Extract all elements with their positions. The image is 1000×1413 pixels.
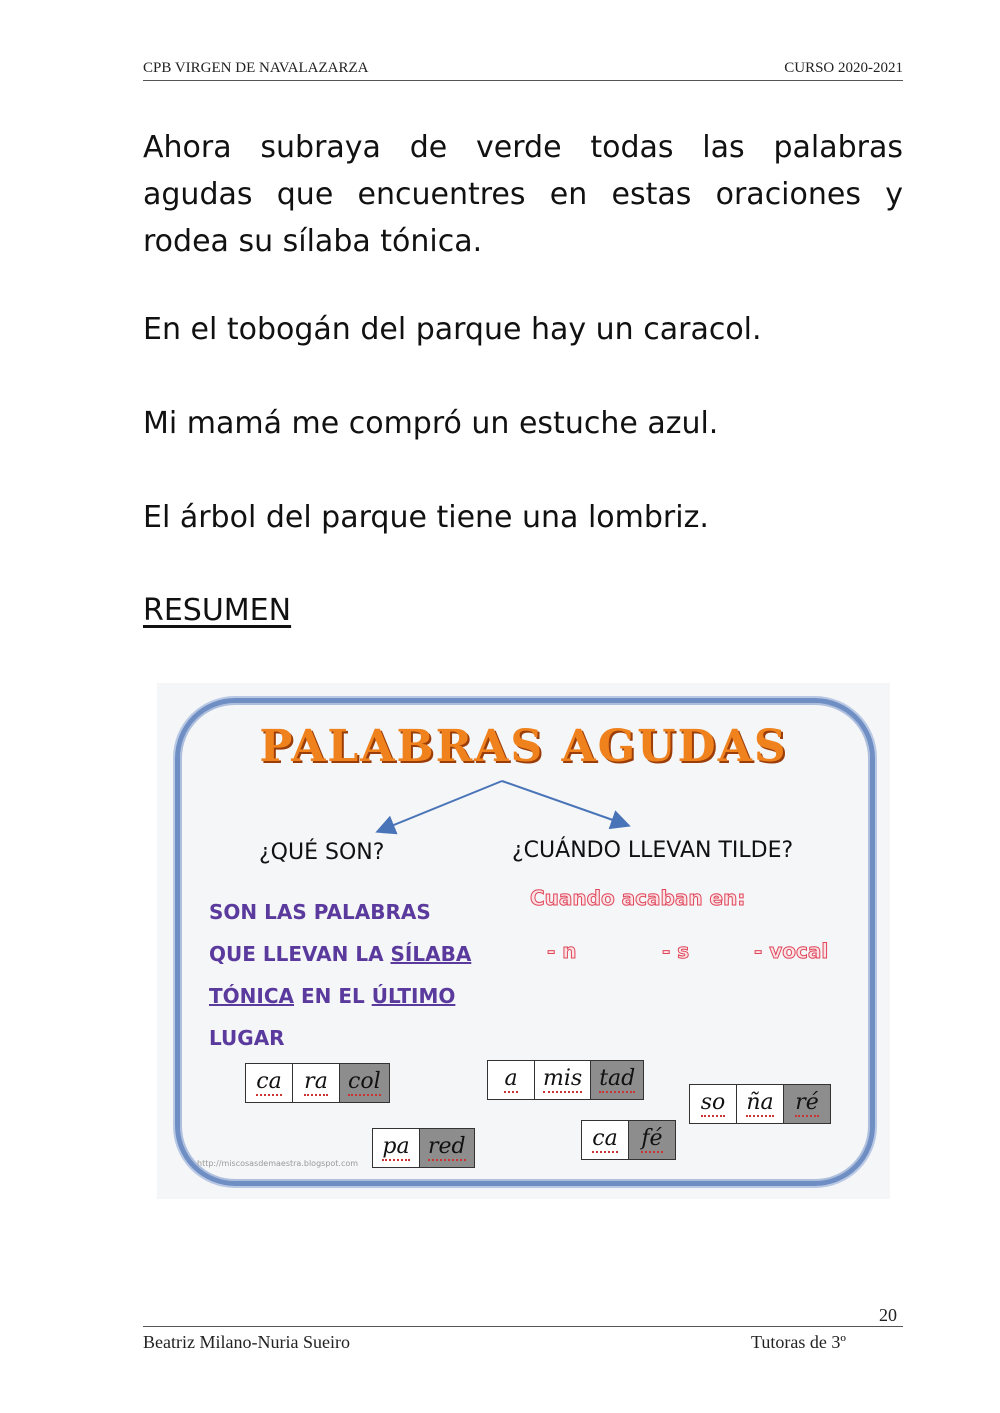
syllable: ca: [582, 1121, 629, 1159]
syllable: ña: [737, 1085, 784, 1123]
word-caracol: [245, 1063, 390, 1103]
page-header: [143, 58, 903, 81]
sentence-3: El árbol del parque tiene una lombriz.: [143, 500, 709, 535]
ending-n: - n: [547, 939, 577, 963]
definition: [209, 891, 509, 1059]
poster-credit: http://miscosasdemaestra.blogspot.com: [197, 1159, 359, 1168]
definition-keyword-tonica: TÓNICA: [209, 984, 294, 1008]
ending-vocal: - vocal: [754, 939, 829, 963]
sentence-1: En el tobogán del parque hay un caracol.: [143, 312, 762, 347]
syllable: a: [488, 1061, 535, 1099]
tonic-syllable: ré: [784, 1085, 830, 1123]
definition-line-4: LUGAR: [209, 1026, 285, 1050]
word-pared: [372, 1128, 475, 1168]
summary-poster: [157, 683, 890, 1199]
poster-title: PALABRAS AGUDAS: [259, 721, 788, 772]
word-amistad: [487, 1060, 644, 1100]
question-when: ¿CUÁNDO LLEVAN TILDE?: [512, 838, 794, 863]
footer-role: Tutoras de 3º: [751, 1332, 846, 1352]
definition-keyword-silaba: SÍLABA: [390, 942, 472, 966]
definition-line-2: [209, 933, 509, 975]
definition-line-3: [209, 975, 509, 1017]
course-year: CURSO 2020-2021: [784, 60, 903, 76]
ending-s: - s: [662, 939, 690, 963]
instruction-text: Ahora subraya de verde todas las palabras agudas que encuentres en estas oraciones y rodea su sílaba tónica.: [143, 130, 903, 259]
question-what: ¿QUÉ SON?: [259, 840, 385, 865]
section-title: RESUMEN: [143, 593, 292, 628]
page-footer: [143, 1326, 903, 1352]
syllable: ra: [293, 1064, 340, 1102]
sentence-2: Mi mamá me compró un estuche azul.: [143, 406, 719, 441]
syllable: mis: [535, 1061, 591, 1099]
syllable: so: [690, 1085, 737, 1123]
footer-authors: Beatriz Milano-Nuria Sueiro: [143, 1332, 350, 1352]
definition-text-b: EN EL: [300, 984, 365, 1008]
definition-text-a: QUE LLEVAN LA: [209, 942, 384, 966]
word-cafe: [581, 1120, 676, 1160]
school-name: CPB VIRGEN DE NAVALAZARZA: [143, 60, 369, 76]
word-sonare: [689, 1084, 831, 1124]
syllable: ca: [246, 1064, 293, 1102]
definition-keyword-ultimo: ÚLTIMO: [371, 984, 456, 1008]
definition-line-1: SON LAS PALABRAS: [209, 900, 431, 924]
syllable: pa: [373, 1129, 420, 1167]
tonic-syllable: red: [420, 1129, 474, 1167]
tonic-syllable: col: [340, 1064, 389, 1102]
tonic-syllable: fé: [629, 1121, 675, 1159]
tonic-syllable: tad: [591, 1061, 643, 1099]
page-number: 20: [879, 1305, 897, 1325]
tilde-rule: Cuando acaban en:: [530, 886, 746, 910]
